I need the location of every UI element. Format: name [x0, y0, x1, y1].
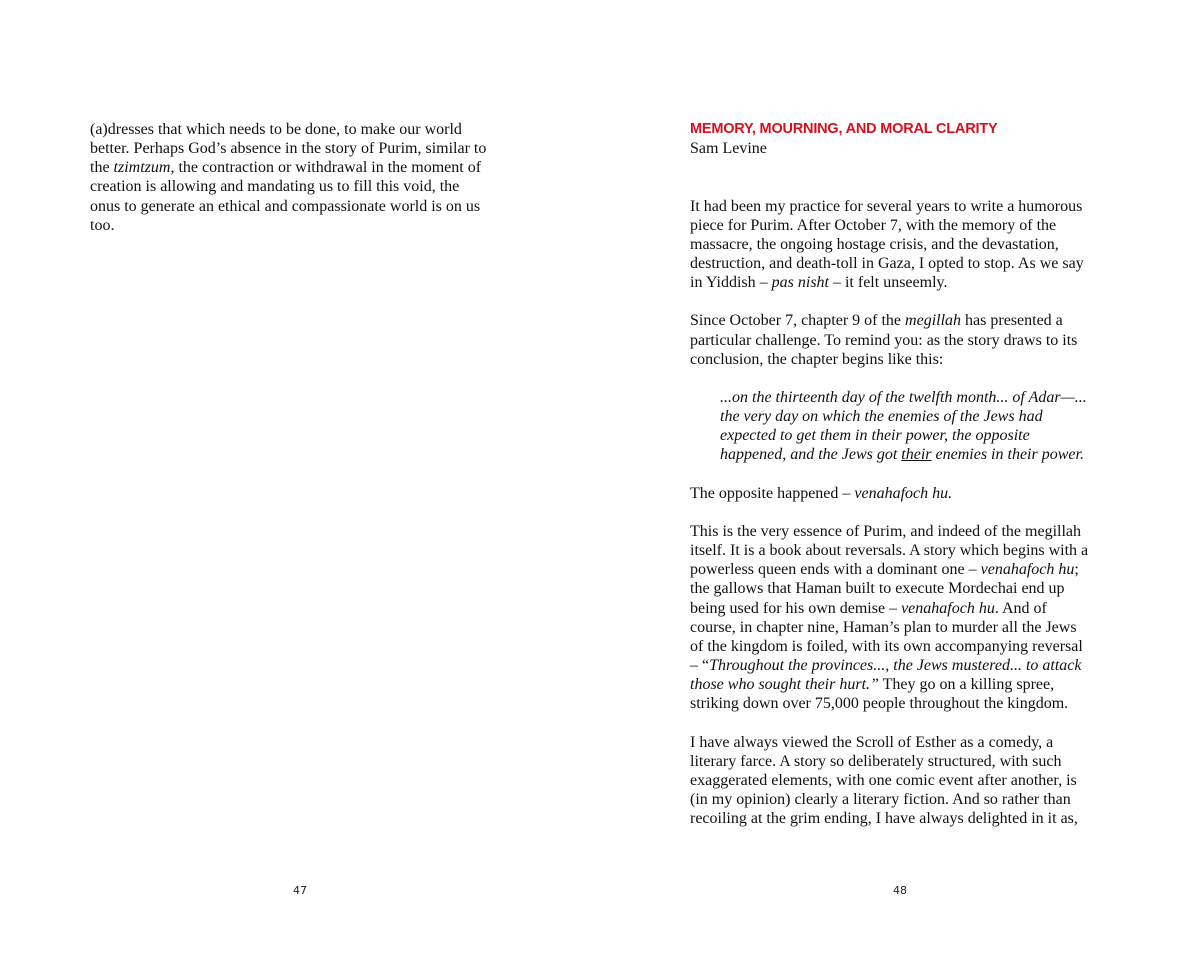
italic-text: enemies in their power.: [931, 446, 1084, 464]
text-line: [690, 484, 1088, 503]
text-line: [690, 235, 1088, 254]
text-span: striking down over 75,000 people throughout the kingdom.: [690, 695, 1069, 713]
text-line: [90, 120, 486, 139]
text-span: the: [90, 159, 114, 177]
page-number-left: 47: [293, 884, 307, 897]
text-line: [690, 522, 1088, 541]
article-author: Sam Levine: [690, 140, 767, 158]
text-line: [690, 541, 1088, 560]
text-span: massacre, the ongoing hostage crisis, and the devastation,: [690, 235, 1059, 253]
italic-text: Throughout the provinces..., the Jews mustered... to attack: [709, 656, 1082, 674]
text-line: [690, 637, 1088, 656]
text-span: (in my opinion) clearly a literary fiction. And so rather than: [690, 790, 1071, 808]
text-line: [690, 369, 1088, 388]
text-span: course, in chapter nine, Haman’s plan to murder all the Jews: [690, 618, 1077, 636]
page-number-right: 48: [893, 884, 907, 897]
text-line: [690, 350, 1088, 369]
text-line: [690, 599, 1088, 618]
italic-text: happened, and the Jews got: [720, 446, 902, 464]
block-quote-line: [690, 445, 1088, 464]
text-line: [690, 656, 1088, 675]
block-quote-line: [690, 407, 1088, 426]
text-line: [690, 579, 1088, 598]
text-line: [690, 216, 1088, 235]
text-span: in Yiddish –: [690, 274, 772, 292]
text-line: [690, 465, 1088, 484]
text-line: [690, 752, 1088, 771]
text-span: the gallows that Haman built to execute Mordechai end up: [690, 580, 1065, 598]
text-line: [690, 733, 1088, 752]
italic-text: [901, 446, 931, 463]
text-span: creation is allowing and mandating us to fill this void, the: [90, 178, 460, 196]
block-quote-line: [690, 426, 1088, 445]
text-span: destruction, and death-toll in Gaza, I opted to stop. As we say: [690, 254, 1084, 272]
text-span: itself. It is a book about reversals. A story which begins with a: [690, 542, 1089, 560]
text-line: [690, 790, 1088, 809]
text-line: [690, 158, 1088, 177]
text-span: being used for his own demise –: [690, 599, 902, 617]
text-line: [90, 139, 486, 158]
text-span: The opposite happened –: [690, 484, 855, 502]
text-span: has presented a: [961, 312, 1063, 330]
underlined-text: their: [901, 446, 932, 464]
left-page-body: [90, 120, 486, 235]
italic-text: expected to get them in their power, the opposite: [720, 427, 1030, 445]
italic-text: venahafoch hu: [980, 561, 1075, 579]
text-line: [90, 177, 486, 196]
text-line: [690, 713, 1088, 732]
text-line: [90, 197, 486, 216]
text-span: , the contraction or withdrawal in the moment of: [170, 159, 482, 177]
text-line: [690, 254, 1088, 273]
text-span: Since October 7, chapter 9 of the: [690, 312, 906, 330]
italic-text: venahafoch hu.: [854, 484, 953, 502]
text-span: conclusion, the chapter begins like this:: [690, 350, 944, 368]
italic-text: ...on the thirteenth day of the twelfth month... of Adar—...: [720, 388, 1087, 406]
text-span: It had been my practice for several years to write a humorous: [690, 197, 1083, 215]
text-span: particular challenge. To remind you: as the story draws to its: [690, 331, 1078, 349]
text-span: I have always viewed the Scroll of Esther as a comedy, a: [690, 733, 1054, 751]
text-span: exaggerated elements, with one comic event after another, is: [690, 771, 1077, 789]
text-line: [690, 292, 1088, 311]
italic-text: the very day on which the enemies of the Jews had: [720, 408, 1043, 426]
text-span: of the kingdom is foiled, with its own accompanying reversal: [690, 637, 1083, 655]
text-line: [690, 809, 1088, 828]
text-line: [690, 273, 1088, 292]
article-title: MEMORY, MOURNING, AND MORAL CLARITY: [690, 121, 998, 137]
text-span: piece for Purim. After October 7, with the memory of the: [690, 216, 1057, 234]
text-span: They go on a killing spree,: [878, 676, 1055, 694]
text-line: [690, 331, 1088, 350]
text-span: This is the very essence of Purim, and indeed of the megillah: [690, 522, 1082, 540]
text-span: better. Perhaps God’s absence in the story of Purim, similar to: [90, 140, 487, 158]
text-span: onus to generate an ethical and compassionate world is on us: [90, 197, 481, 215]
text-line: [90, 216, 486, 235]
italic-text: those who sought their hurt.”: [690, 676, 879, 694]
text-line: [690, 560, 1088, 579]
text-span: (a)dresses that which needs to be done, to make our world: [90, 121, 462, 138]
text-line: [690, 311, 1088, 330]
text-span: – it felt unseemly.: [828, 274, 948, 292]
text-span: . And of: [994, 599, 1047, 617]
block-quote-line: [690, 388, 1088, 407]
text-line: [690, 618, 1088, 637]
text-span: recoiling at the grim ending, I have always delighted in it as,: [690, 810, 1078, 828]
text-span: powerless queen ends with a dominant one –: [690, 561, 981, 579]
italic-text: megillah: [905, 312, 962, 330]
text-line: [690, 177, 1088, 196]
text-line: [690, 694, 1088, 713]
text-span: literary farce. A story so deliberately structured, with such: [690, 752, 1062, 770]
italic-text: venahafoch hu: [901, 599, 995, 617]
text-span: – “: [690, 656, 710, 674]
text-line: [690, 503, 1088, 522]
text-span: too.: [90, 216, 115, 234]
text-span: ;: [1074, 561, 1079, 579]
text-line: [690, 675, 1088, 694]
italic-text: tzimtzum: [113, 159, 171, 177]
text-line: [690, 197, 1088, 216]
text-line: [90, 158, 486, 177]
text-line: [690, 771, 1088, 790]
italic-text: pas nisht: [771, 274, 829, 292]
right-page-body: [690, 120, 1088, 828]
